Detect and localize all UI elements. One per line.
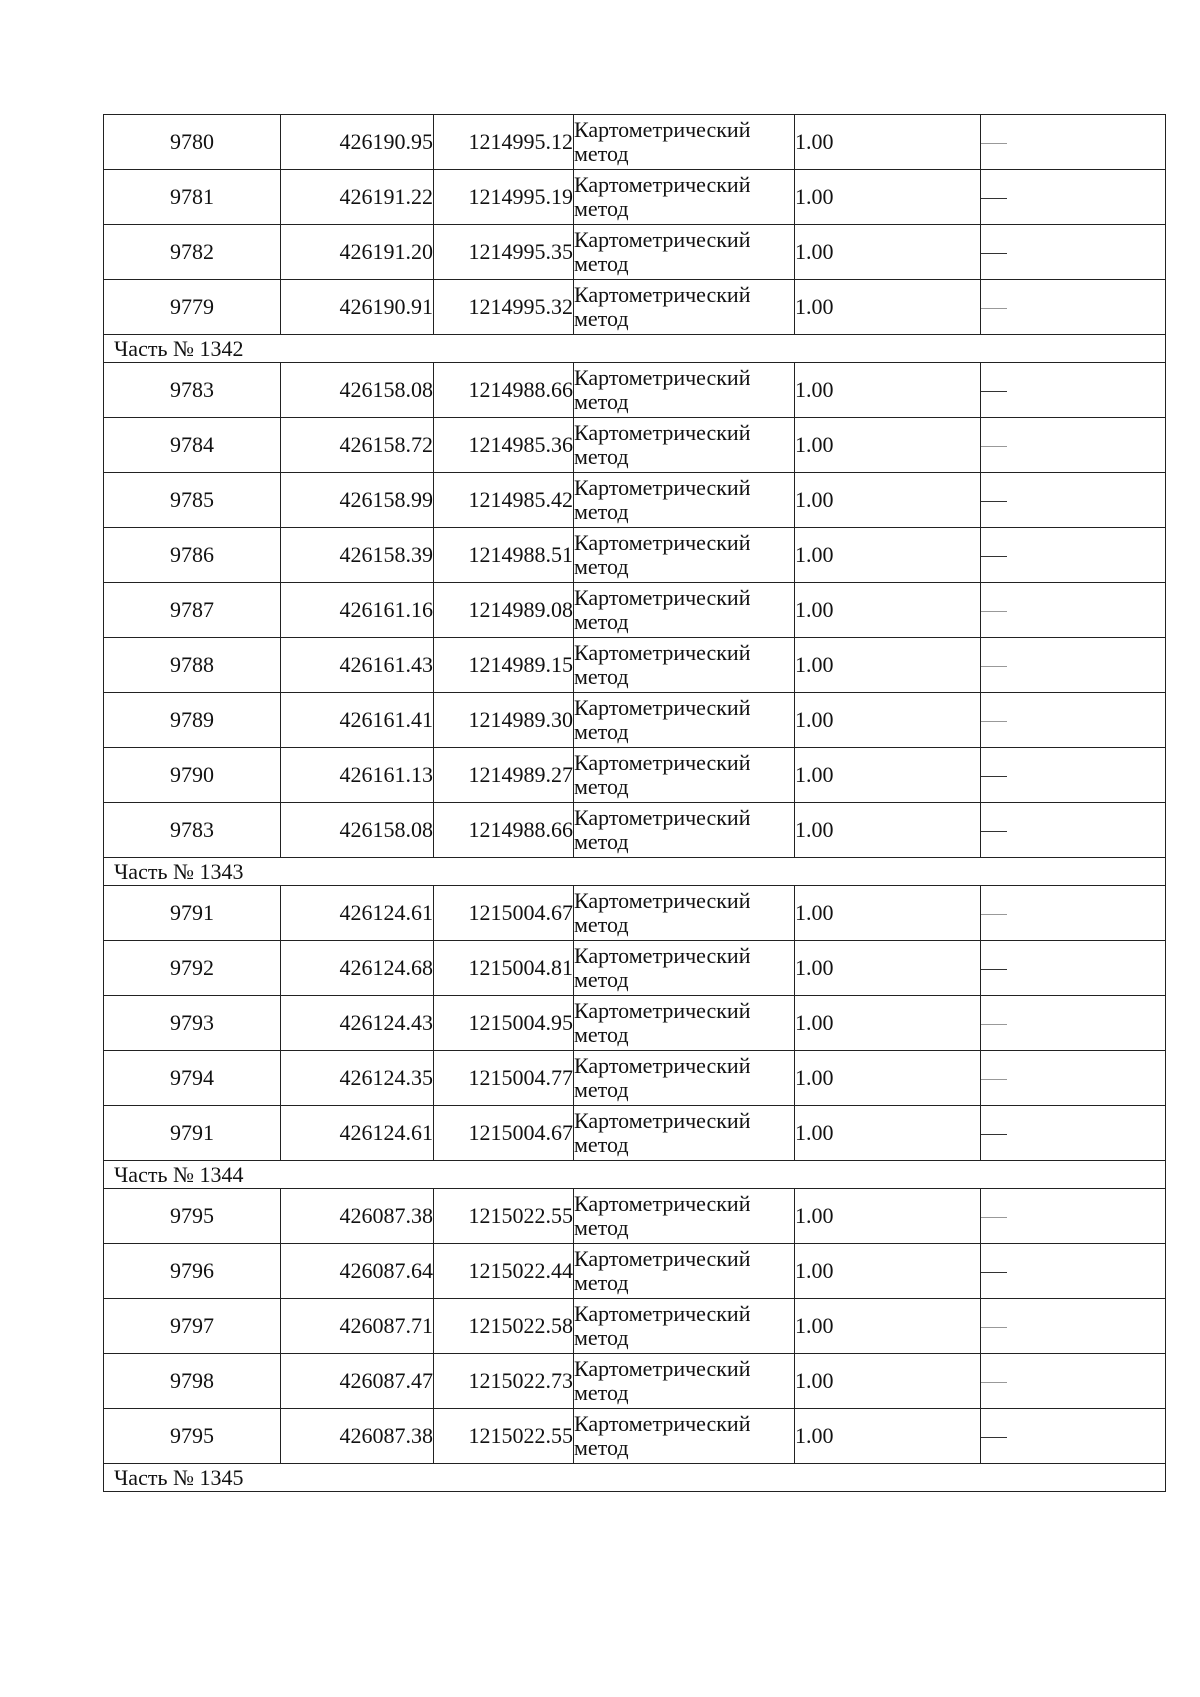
method-line-2: метод: [574, 829, 629, 854]
table-row: [104, 693, 1166, 748]
accuracy-cell: 1.00: [795, 225, 981, 280]
empty-dash: [981, 666, 1007, 667]
table-row: [104, 748, 1166, 803]
x-coordinate-cell: 426191.20: [281, 225, 434, 280]
y-coordinate-cell: 1214988.66: [434, 803, 574, 858]
method-cell: [574, 803, 795, 858]
x-coordinate-cell: 426161.41: [281, 693, 434, 748]
description-cell: [981, 1051, 1166, 1106]
y-coordinate-cell: 1214989.08: [434, 583, 574, 638]
part-label: Часть № 1342: [104, 335, 1166, 363]
method-line-2: метод: [574, 1380, 629, 1405]
part-header-row: [104, 1161, 1166, 1189]
method-line-2: метод: [574, 554, 629, 579]
coordinates-table: [103, 114, 1166, 1492]
y-coordinate-cell: 1215022.73: [434, 1354, 574, 1409]
table-row: [104, 941, 1166, 996]
x-coordinate-cell: 426124.61: [281, 886, 434, 941]
table-row: [104, 170, 1166, 225]
method-line-1: Картометрический: [574, 282, 751, 307]
point-number-cell: 9795: [104, 1409, 281, 1464]
y-coordinate-cell: 1215022.44: [434, 1244, 574, 1299]
x-coordinate-cell: 426158.08: [281, 363, 434, 418]
accuracy-cell: 1.00: [795, 803, 981, 858]
accuracy-cell: 1.00: [795, 748, 981, 803]
method-cell: [574, 1189, 795, 1244]
part-header-row: [104, 1464, 1166, 1492]
table-row: [104, 225, 1166, 280]
accuracy-cell: 1.00: [795, 1106, 981, 1161]
method-cell: [574, 115, 795, 170]
x-coordinate-cell: 426124.43: [281, 996, 434, 1051]
accuracy-cell: 1.00: [795, 1244, 981, 1299]
part-header-row: [104, 335, 1166, 363]
part-label: Часть № 1343: [104, 858, 1166, 886]
method-line-2: метод: [574, 1270, 629, 1295]
method-cell: [574, 886, 795, 941]
method-line-1: Картометрический: [574, 888, 751, 913]
description-cell: [981, 1106, 1166, 1161]
y-coordinate-cell: 1214985.42: [434, 473, 574, 528]
y-coordinate-cell: 1214995.19: [434, 170, 574, 225]
y-coordinate-cell: 1215004.67: [434, 886, 574, 941]
accuracy-cell: 1.00: [795, 115, 981, 170]
y-coordinate-cell: 1215004.77: [434, 1051, 574, 1106]
point-number-cell: 9779: [104, 280, 281, 335]
description-cell: [981, 115, 1166, 170]
empty-dash: [981, 1437, 1007, 1438]
empty-dash: [981, 308, 1007, 309]
x-coordinate-cell: 426087.71: [281, 1299, 434, 1354]
empty-dash: [981, 501, 1007, 502]
description-cell: [981, 941, 1166, 996]
x-coordinate-cell: 426087.64: [281, 1244, 434, 1299]
method-cell: [574, 280, 795, 335]
method-line-2: метод: [574, 499, 629, 524]
x-coordinate-cell: 426158.99: [281, 473, 434, 528]
table-row: [104, 1299, 1166, 1354]
method-line-1: Картометрический: [574, 1246, 751, 1271]
description-cell: [981, 1299, 1166, 1354]
method-line-1: Картометрический: [574, 640, 751, 665]
accuracy-cell: 1.00: [795, 170, 981, 225]
x-coordinate-cell: 426161.43: [281, 638, 434, 693]
description-cell: [981, 638, 1166, 693]
table-row: [104, 1106, 1166, 1161]
accuracy-cell: 1.00: [795, 886, 981, 941]
table-row: [104, 803, 1166, 858]
accuracy-cell: 1.00: [795, 638, 981, 693]
accuracy-cell: 1.00: [795, 1354, 981, 1409]
y-coordinate-cell: 1215022.55: [434, 1189, 574, 1244]
method-line-2: метод: [574, 1215, 629, 1240]
description-cell: [981, 886, 1166, 941]
accuracy-cell: 1.00: [795, 996, 981, 1051]
x-coordinate-cell: 426158.08: [281, 803, 434, 858]
empty-dash: [981, 969, 1007, 970]
method-line-1: Картометрический: [574, 695, 751, 720]
accuracy-cell: 1.00: [795, 1189, 981, 1244]
point-number-cell: 9798: [104, 1354, 281, 1409]
table-row: [104, 583, 1166, 638]
description-cell: [981, 170, 1166, 225]
empty-dash: [981, 391, 1007, 392]
table-row: [104, 1354, 1166, 1409]
empty-dash: [981, 831, 1007, 832]
y-coordinate-cell: 1214995.35: [434, 225, 574, 280]
method-line-2: метод: [574, 1077, 629, 1102]
method-line-2: метод: [574, 306, 629, 331]
description-cell: [981, 1244, 1166, 1299]
table-row: [104, 528, 1166, 583]
method-line-2: метод: [574, 1435, 629, 1460]
table-row: [104, 1189, 1166, 1244]
x-coordinate-cell: 426124.61: [281, 1106, 434, 1161]
accuracy-cell: 1.00: [795, 693, 981, 748]
method-line-1: Картометрический: [574, 1411, 751, 1436]
x-coordinate-cell: 426158.72: [281, 418, 434, 473]
method-cell: [574, 1409, 795, 1464]
method-cell: [574, 1299, 795, 1354]
accuracy-cell: 1.00: [795, 1299, 981, 1354]
table-row: [104, 280, 1166, 335]
table-row: [104, 1409, 1166, 1464]
method-line-2: метод: [574, 609, 629, 634]
accuracy-cell: 1.00: [795, 1409, 981, 1464]
description-cell: [981, 803, 1166, 858]
method-cell: [574, 1354, 795, 1409]
method-line-2: метод: [574, 251, 629, 276]
point-number-cell: 9791: [104, 886, 281, 941]
y-coordinate-cell: 1215004.95: [434, 996, 574, 1051]
description-cell: [981, 1189, 1166, 1244]
empty-dash: [981, 611, 1007, 612]
empty-dash: [981, 198, 1007, 199]
accuracy-cell: 1.00: [795, 418, 981, 473]
method-cell: [574, 583, 795, 638]
description-cell: [981, 418, 1166, 473]
method-line-1: Картометрический: [574, 943, 751, 968]
method-cell: [574, 225, 795, 280]
method-line-2: метод: [574, 967, 629, 992]
accuracy-cell: 1.00: [795, 280, 981, 335]
method-line-1: Картометрический: [574, 1356, 751, 1381]
accuracy-cell: 1.00: [795, 1051, 981, 1106]
accuracy-cell: 1.00: [795, 941, 981, 996]
y-coordinate-cell: 1215004.67: [434, 1106, 574, 1161]
description-cell: [981, 748, 1166, 803]
y-coordinate-cell: 1215022.58: [434, 1299, 574, 1354]
method-cell: [574, 170, 795, 225]
point-number-cell: 9786: [104, 528, 281, 583]
point-number-cell: 9787: [104, 583, 281, 638]
method-cell: [574, 941, 795, 996]
x-coordinate-cell: 426190.95: [281, 115, 434, 170]
method-line-1: Картометрический: [574, 475, 751, 500]
method-line-2: метод: [574, 1325, 629, 1350]
method-cell: [574, 996, 795, 1051]
point-number-cell: 9795: [104, 1189, 281, 1244]
method-cell: [574, 638, 795, 693]
y-coordinate-cell: 1215004.81: [434, 941, 574, 996]
point-number-cell: 9793: [104, 996, 281, 1051]
empty-dash: [981, 556, 1007, 557]
method-line-2: метод: [574, 141, 629, 166]
method-line-1: Картометрический: [574, 172, 751, 197]
empty-dash: [981, 1382, 1007, 1383]
method-cell: [574, 473, 795, 528]
method-cell: [574, 1051, 795, 1106]
table-row: [104, 886, 1166, 941]
y-coordinate-cell: 1215022.55: [434, 1409, 574, 1464]
point-number-cell: 9797: [104, 1299, 281, 1354]
method-line-1: Картометрический: [574, 1301, 751, 1326]
description-cell: [981, 225, 1166, 280]
table-row: [104, 996, 1166, 1051]
point-number-cell: 9788: [104, 638, 281, 693]
x-coordinate-cell: 426087.38: [281, 1409, 434, 1464]
method-cell: [574, 693, 795, 748]
part-header-row: [104, 858, 1166, 886]
x-coordinate-cell: 426191.22: [281, 170, 434, 225]
point-number-cell: 9780: [104, 115, 281, 170]
x-coordinate-cell: 426161.16: [281, 583, 434, 638]
x-coordinate-cell: 426161.13: [281, 748, 434, 803]
method-line-2: метод: [574, 774, 629, 799]
point-number-cell: 9791: [104, 1106, 281, 1161]
point-number-cell: 9782: [104, 225, 281, 280]
description-cell: [981, 583, 1166, 638]
table-row: [104, 115, 1166, 170]
description-cell: [981, 280, 1166, 335]
x-coordinate-cell: 426124.35: [281, 1051, 434, 1106]
method-cell: [574, 363, 795, 418]
y-coordinate-cell: 1214989.30: [434, 693, 574, 748]
table-row: [104, 1051, 1166, 1106]
y-coordinate-cell: 1214995.12: [434, 115, 574, 170]
table-row: [104, 638, 1166, 693]
method-line-1: Картометрический: [574, 585, 751, 610]
x-coordinate-cell: 426190.91: [281, 280, 434, 335]
empty-dash: [981, 914, 1007, 915]
point-number-cell: 9781: [104, 170, 281, 225]
y-coordinate-cell: 1214988.66: [434, 363, 574, 418]
method-line-2: метод: [574, 389, 629, 414]
method-line-1: Картометрический: [574, 1053, 751, 1078]
x-coordinate-cell: 426158.39: [281, 528, 434, 583]
empty-dash: [981, 143, 1007, 144]
description-cell: [981, 693, 1166, 748]
table-row: [104, 418, 1166, 473]
point-number-cell: 9789: [104, 693, 281, 748]
method-line-1: Картометрический: [574, 805, 751, 830]
method-line-1: Картометрический: [574, 750, 751, 775]
method-line-2: метод: [574, 196, 629, 221]
point-number-cell: 9783: [104, 803, 281, 858]
part-label: Часть № 1344: [104, 1161, 1166, 1189]
point-number-cell: 9785: [104, 473, 281, 528]
y-coordinate-cell: 1214988.51: [434, 528, 574, 583]
empty-dash: [981, 776, 1007, 777]
method-line-2: метод: [574, 912, 629, 937]
y-coordinate-cell: 1214989.27: [434, 748, 574, 803]
point-number-cell: 9790: [104, 748, 281, 803]
empty-dash: [981, 1327, 1007, 1328]
empty-dash: [981, 1134, 1007, 1135]
accuracy-cell: 1.00: [795, 363, 981, 418]
method-cell: [574, 1106, 795, 1161]
empty-dash: [981, 1217, 1007, 1218]
description-cell: [981, 363, 1166, 418]
description-cell: [981, 1409, 1166, 1464]
method-line-2: метод: [574, 444, 629, 469]
description-cell: [981, 996, 1166, 1051]
x-coordinate-cell: 426087.38: [281, 1189, 434, 1244]
method-line-1: Картометрический: [574, 1108, 751, 1133]
table-row: [104, 473, 1166, 528]
method-cell: [574, 418, 795, 473]
coordinates-table-body: [104, 115, 1166, 1492]
method-line-1: Картометрический: [574, 530, 751, 555]
point-number-cell: 9783: [104, 363, 281, 418]
part-label: Часть № 1345: [104, 1464, 1166, 1492]
x-coordinate-cell: 426087.47: [281, 1354, 434, 1409]
method-cell: [574, 748, 795, 803]
accuracy-cell: 1.00: [795, 473, 981, 528]
description-cell: [981, 473, 1166, 528]
table-row: [104, 363, 1166, 418]
method-line-1: Картометрический: [574, 117, 751, 142]
table-row: [104, 1244, 1166, 1299]
point-number-cell: 9796: [104, 1244, 281, 1299]
y-coordinate-cell: 1214989.15: [434, 638, 574, 693]
method-line-2: метод: [574, 719, 629, 744]
method-line-2: метод: [574, 1132, 629, 1157]
empty-dash: [981, 253, 1007, 254]
method-line-2: метод: [574, 664, 629, 689]
method-line-1: Картометрический: [574, 365, 751, 390]
accuracy-cell: 1.00: [795, 583, 981, 638]
method-line-1: Картометрический: [574, 1191, 751, 1216]
y-coordinate-cell: 1214985.36: [434, 418, 574, 473]
empty-dash: [981, 1272, 1007, 1273]
method-line-1: Картометрический: [574, 227, 751, 252]
method-line-1: Картометрический: [574, 998, 751, 1023]
description-cell: [981, 528, 1166, 583]
description-cell: [981, 1354, 1166, 1409]
method-line-2: метод: [574, 1022, 629, 1047]
x-coordinate-cell: 426124.68: [281, 941, 434, 996]
y-coordinate-cell: 1214995.32: [434, 280, 574, 335]
point-number-cell: 9792: [104, 941, 281, 996]
empty-dash: [981, 1024, 1007, 1025]
method-cell: [574, 1244, 795, 1299]
method-cell: [574, 528, 795, 583]
point-number-cell: 9784: [104, 418, 281, 473]
method-line-1: Картометрический: [574, 420, 751, 445]
empty-dash: [981, 721, 1007, 722]
empty-dash: [981, 1079, 1007, 1080]
empty-dash: [981, 446, 1007, 447]
accuracy-cell: 1.00: [795, 528, 981, 583]
point-number-cell: 9794: [104, 1051, 281, 1106]
